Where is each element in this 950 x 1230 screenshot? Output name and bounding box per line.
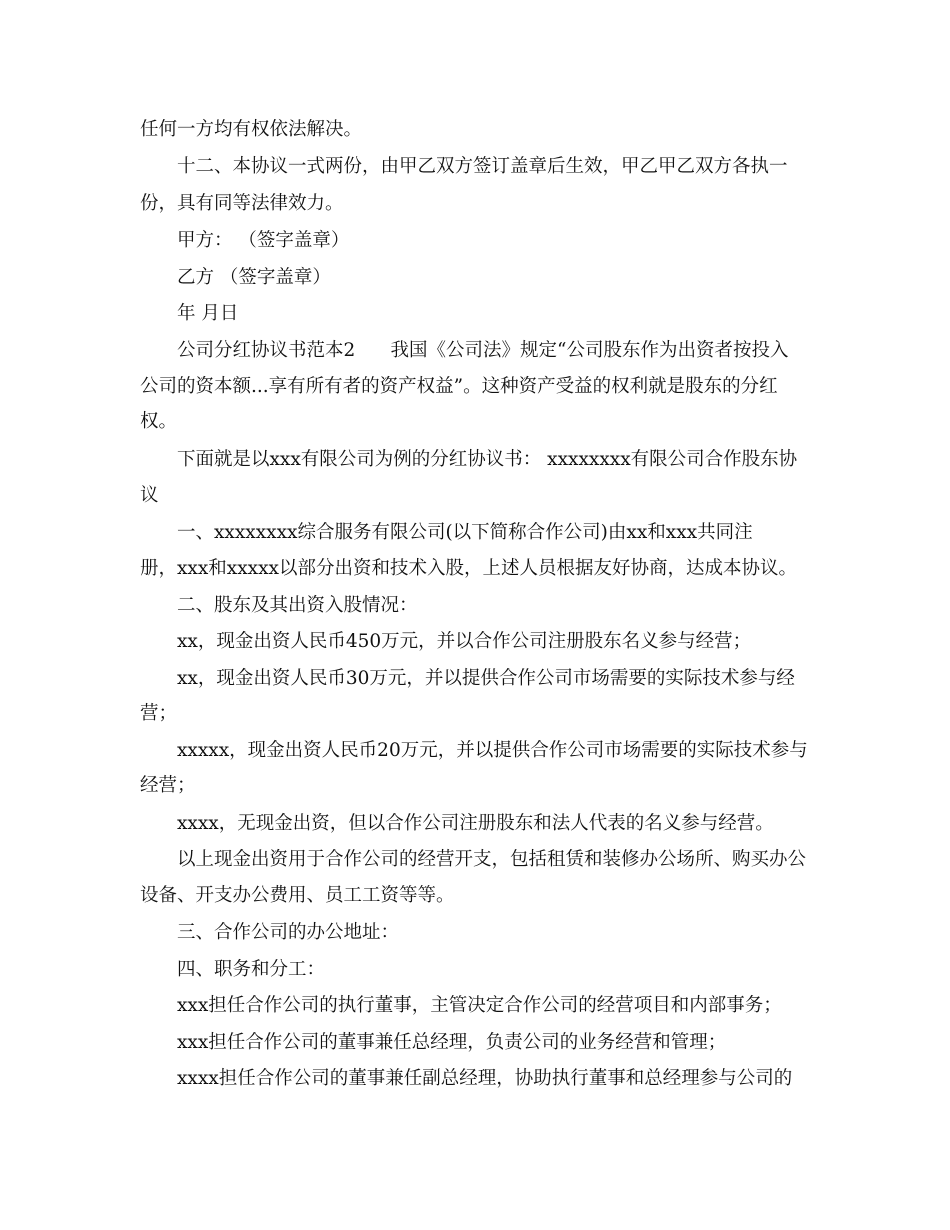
text-line: 册，xxx和xxxxx以部分出资和技术入股，上述人员根据友好协商，达成本协议。 xyxy=(140,558,797,579)
text-line: 公司分红协议书范本2 我国《公司法》规定“公司股东作为出资者按投入 xyxy=(177,340,789,361)
text-line: 议 xyxy=(140,485,159,506)
text-line: 份，具有同等法律效力。 xyxy=(140,193,344,214)
text-line: 二、股东及其出资入股情况： xyxy=(177,595,418,616)
text-line: 下面就是以xxx有限公司为例的分红协议书： xxxxxxxx有限公司合作股东协 xyxy=(177,449,798,470)
text-line: 经营； xyxy=(140,775,196,796)
text-line: 甲方： （签字盖章） xyxy=(177,230,350,251)
text-line: xxxx，无现金出资，但以合作公司注册股东和法人代表的名义参与经营。 xyxy=(177,813,774,834)
text-line: 以上现金出资用于合作公司的经营开支，包括租赁和装修办公场所、购买办公 xyxy=(177,849,807,870)
text-line: xxxxx，现金出资人民币20万元，并以提供合作公司市场需要的实际技术参与 xyxy=(177,740,808,761)
text-line: 营； xyxy=(140,703,178,724)
text-line: 年 月日 xyxy=(177,303,239,324)
text-line: 公司的资本额...享有所有者的资产权益”。这种资产受益的权利就是股东的分红 xyxy=(140,376,778,397)
text-line: xx，现金出资人民币30万元，并以提供合作公司市场需要的实际技术参与经 xyxy=(177,668,795,689)
text-line: 设备、开支办公费用、员工工资等等。 xyxy=(140,885,455,906)
text-line: 乙方 （签字盖章） xyxy=(177,267,331,288)
text-line: xx，现金出资人民币450万元，并以合作公司注册股东名义参与经营； xyxy=(177,631,752,652)
text-line: 任何一方均有权依法解决。 xyxy=(140,119,363,140)
text-line: 十二、本协议一式两份，由甲乙双方签订盖章后生效，甲乙甲乙双方各执一 xyxy=(177,156,788,177)
text-line: xxx担任合作公司的董事兼任总经理，负责公司的业务经营和管理； xyxy=(177,1032,727,1053)
text-line: 一、xxxxxxxx综合服务有限公司(以下简称合作公司)由xx和xxx共同注 xyxy=(177,522,753,543)
text-line: 权。 xyxy=(140,411,178,432)
text-line: 四、职务和分工： xyxy=(177,959,326,980)
text-line: 三、合作公司的办公地址： xyxy=(177,922,400,943)
text-line: xxxx担任合作公司的董事兼任副总经理，协助执行董事和总经理参与公司的 xyxy=(177,1068,793,1089)
text-line: xxx担任合作公司的执行董事，主管决定合作公司的经营项目和内部事务； xyxy=(177,995,782,1016)
